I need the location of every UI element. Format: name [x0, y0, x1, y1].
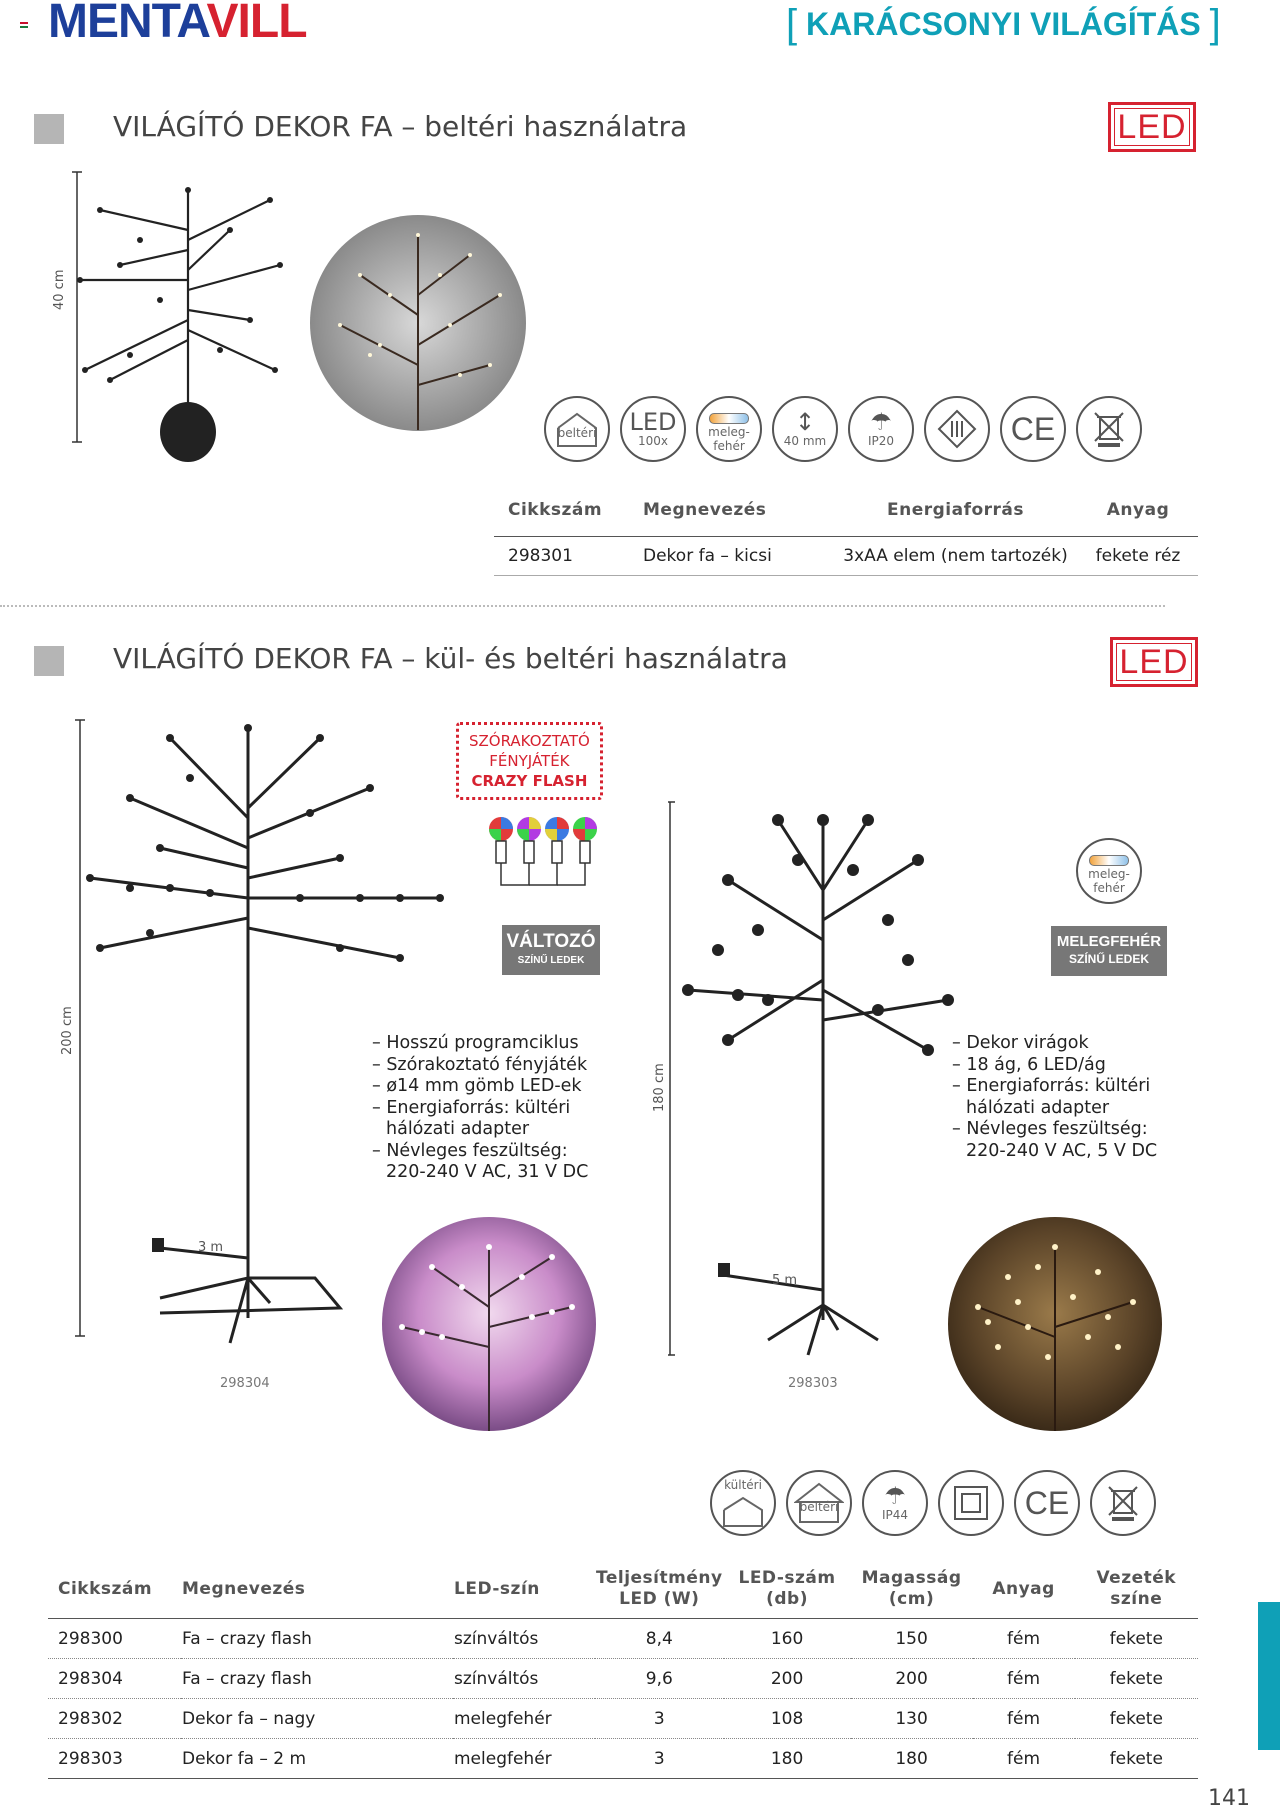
- product-code: 298303: [788, 1376, 838, 1391]
- table-row: 298303 Dekor fa – 2 m melegfehér 3 180 180 fém fekete: [48, 1739, 1198, 1779]
- small-tree-illustration: [70, 170, 290, 470]
- warm-white-icon: meleg- fehér: [696, 396, 762, 462]
- feature-item: – Névleges feszültség: 220-240 V AC, 5 V DC: [952, 1119, 1158, 1161]
- feature-item: – Energiaforrás: kültéri hálózati adapter: [952, 1076, 1151, 1118]
- feature-item: – Dekor virágok: [952, 1033, 1089, 1053]
- section-marker: [34, 646, 64, 676]
- flower-tree-illustration: [668, 800, 968, 1360]
- section2-icons: [710, 1470, 1156, 1536]
- ce-mark-icon: CE: [1014, 1470, 1080, 1536]
- section2-product-table: [48, 1560, 1198, 1779]
- small-tree-photo: [310, 215, 526, 431]
- section1-product-table: [494, 484, 1198, 576]
- category-title: [ KARÁCSONYI VILÁGÍTÁS ]: [786, 2, 1221, 46]
- height-label: 200 cm: [60, 1006, 75, 1055]
- side-tab: [1258, 1602, 1280, 1750]
- section1-title: VILÁGÍTÓ DEKOR FA – beltéri használatra: [113, 110, 688, 143]
- diameter-size-icon: ↕ 40 mm: [772, 396, 838, 462]
- feature-item: – Energiaforrás: kültéri hálózati adapter: [372, 1097, 571, 1139]
- table-row: 298302 Dekor fa – nagy melegfehér 3 108 130 fém fekete: [48, 1699, 1198, 1739]
- feature-item: – Névleges feszültség: 220-240 V AC, 31 V DC: [372, 1140, 589, 1182]
- warm-white-icon: meleg- fehér: [1076, 838, 1142, 904]
- ce-mark-icon: CE: [1000, 396, 1066, 462]
- product-code: 298304: [220, 1376, 270, 1391]
- feature-item: – 18 ág, 6 LED/ág: [952, 1054, 1106, 1075]
- outdoor-house-icon: kültéri: [710, 1470, 776, 1536]
- crazy-flash-features: [372, 1033, 606, 1184]
- crazy-flash-photo: [382, 1217, 596, 1431]
- table-row: 298304 Fa – crazy flash színváltós 9,6 200 200 fém fekete: [48, 1659, 1198, 1699]
- feature-item: – ø14 mm gömb LED-ek: [372, 1076, 582, 1096]
- feature-item: – Szórakoztató fényjáték: [372, 1054, 588, 1075]
- cable-length-label: 3 m: [198, 1240, 224, 1255]
- height-label: 40 cm: [52, 269, 67, 310]
- flower-tree-features: [952, 1033, 1176, 1162]
- indoor-house-icon: beltéri: [786, 1470, 852, 1536]
- table-header-row: Cikkszám Megnevezés Energiaforrás Anyag: [508, 500, 1170, 520]
- section-marker: [34, 114, 64, 144]
- led-badge: LED: [1110, 637, 1198, 687]
- class-iii-icon: [924, 396, 990, 462]
- flag-icon: [20, 22, 28, 28]
- feature-item: – Hosszú programciklus: [372, 1033, 579, 1053]
- crazy-flash-promo: SZÓRAKOZTATÓ FÉNYJÁTÉK CRAZY FLASH: [456, 722, 603, 800]
- warm-white-tree-photo: [948, 1217, 1162, 1431]
- ip-rating-icon: ☂ IP20: [848, 396, 914, 462]
- table-row: 298301 Dekor fa – kicsi 3xAA elem (nem tartozék) fekete réz: [494, 537, 1198, 576]
- indoor-house-icon: beltéri: [544, 396, 610, 462]
- section-divider: [0, 605, 1165, 607]
- color-changing-badge: VÁLTOZÓ SZÍNŰ LEDEK: [502, 925, 600, 975]
- ip-rating-icon: ☂ IP44: [862, 1470, 928, 1536]
- section2-title: VILÁGÍTÓ DEKOR FA – kül- és beltéri használatra: [113, 642, 788, 675]
- weee-bin-icon: [1090, 1470, 1156, 1536]
- table-header-row: Cikkszám Megnevezés LED-szín Teljesítmény LED (W) LED-szám (db) Magasság (cm) Anyag Vezeték színe: [48, 1560, 1198, 1619]
- cable-length-label: 5 m: [772, 1273, 798, 1288]
- table-row: 298300 Fa – crazy flash színváltós 8,4 160 150 fém fekete: [48, 1619, 1198, 1659]
- page-number: 141: [1208, 1786, 1250, 1811]
- class-ii-icon: [938, 1470, 1004, 1536]
- color-bulbs-icon: [485, 815, 605, 900]
- weee-bin-icon: [1076, 396, 1142, 462]
- warm-white-badge: MELEGFEHÉR SZÍNŰ LEDEK: [1051, 926, 1167, 976]
- led-count-icon: LED 100x: [620, 396, 686, 462]
- led-badge: LED: [1108, 102, 1196, 152]
- section1-icons: [544, 396, 1142, 462]
- height-label: 180 cm: [652, 1063, 667, 1112]
- brand-logo[interactable]: MENTAVILL: [48, 0, 307, 48]
